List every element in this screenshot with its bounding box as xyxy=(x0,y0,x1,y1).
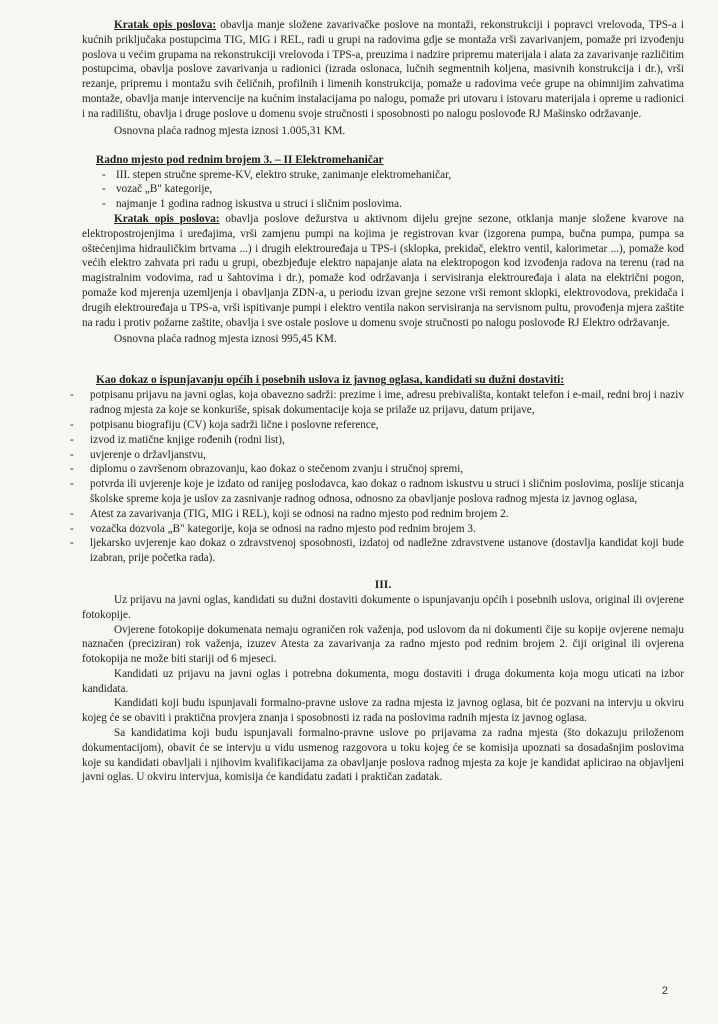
document-body xyxy=(70,18,685,785)
section3-paragraph: Kandidati koji budu ispunjavali formalno-pravne uslove za radna mjesta iz javnog oglasa, bit će pozvani na intervju u okviru kojeg će se obaviti i praktična provjera znanja i sposobnosti iz rada na poslovima radnih mjesta iz javnog oglasa. xyxy=(82,697,684,725)
list-item: - diplomu o završenom obrazovanju, kao dokaz o stečenom zvanju i stručnoj spremi, xyxy=(70,463,464,476)
job2-description-text: obavlja manje složene zavarivačke poslove na montaži, rekonstrukciji i popravci vrelovoda, TPS-a i kućnih priključaka postupcima TIG, MIG i REL, radi u grupi na radovima gdje se montaža vrši zavarivanjem, pomaže pri izvođenju poslova u većim grupama na rekonstrukciji vrelovoda i TPS-a, preuzima i nadzire pripremu materijala i alata za zavarivanje različitim postupcima, obavlja poslove zavarivanja u radionici (izrada oslonaca, lučnih segmentnih koljena, masivnih konstrukcija i dr.), vrši rezanje, pripremu i montažu svih čeličnih, profilnih i limenih konstrukcija, pomaže u radovima veće grupe na obimnijim zahvatima montaže, obavlja manje intervencije na kućnim instalacijama po nalogu, pomaže pri utovaru i istovaru materijala i opreme u radionici i na radilištu, obavlja i druge poslove u domenu svoje stručnosti i sposobnosti po nalogu poslovođe RJ Mašinsko održavanje. xyxy=(82,19,684,120)
list-item: - Atest za zavarivanja (TIG, MIG i REL), koji se odnosi na radno mjesto pod rednim brojem 2. xyxy=(70,507,509,520)
job3-description-text: obavlja poslove dežurstva u aktivnom dijelu grejne sezone, otklanja manje složene kvarove na elektropostrojenjima i uređajima, vrši zamjenu pumpi na kojima je registrovan kvar (izgorena pumpa, bučna pumpa, pumpa sa oštećenjima hidrauličkim brtvama ...) i drugih elektrouređaja u TPS-i (sklopka, prekidač, elektro ventil, kalorimetar ...), pomaže kod većih elektro zahvata pri radu u grupi, obezbjeđuje elektro napajanje alata na elektropogon kod izvođenja radova na terenu (rad na magistralnim vodovima, rad u šahtovima i dr.), pomaže kod održavanja i servisiranja elektrouređaja i alata na električni pogon, pomaže kod mjerenja uzemljenja i obavljanja ZDN-a, u periodu izvan grejne sezone vrši remont sklopki, elektrovodova, prekidača i drugih elektrouređaja u TPS-a, vrši ispitivanje pumpi i elektro ventila nakon servisiranja na servisnom pultu, provođenja mjera zaštite na radu i protiv požarne zaštite, obavlja i sve ostale poslove u domenu svoje stručnosti po nalogu poslovođe RJ Elektro održavanje. xyxy=(82,212,685,329)
section-number: III. xyxy=(374,577,392,591)
job3-description xyxy=(82,212,684,330)
evidence-list xyxy=(70,388,684,566)
job2-salary: Osnovna plaća radnog mjesta iznosi 1.005,31 KM. xyxy=(114,124,346,137)
list-item: - potpisanu biografiju (CV) koja sadrži lične i poslovne reference, xyxy=(70,418,379,431)
section3-paragraph: Ovjerene fotokopije dokumenata nemaju ograničen rok važenja, pod uslovom da ni dokumenti čije su kopije ovjerene nemaju naznačen (preciziran) rok važenja, izuzev Atesta za zavarivanja za radno mjesto pod rednim brojem 2. čiji original ili ovjerena fotokopija ne može biti stariji od 6 mjeseci. xyxy=(82,623,684,666)
job3-description-label: Kratak opis poslova: xyxy=(114,212,220,225)
list-item: - ljekarsko uvjerenje kao dokaz o zdravstvenoj sposobnosti, izdatoj od nadležne zdravstvene ustanove (dostavlja kandidat koji bude izabran, prije početka rada). xyxy=(70,537,684,565)
section3-paragraph: Kandidati uz prijavu na javni oglas i potrebna dokumenta, mogu dostaviti i druga dokumenta koja mogu uticati na izbor kandidata. xyxy=(82,667,684,695)
evidence-heading: Kao dokaz o ispunjavanju općih i posebnih uslova iz javnog oglasa, kandidati su dužni dostaviti: xyxy=(96,374,565,387)
list-item: - vozač „B" kategorije, xyxy=(102,183,213,196)
section3-paragraph: Uz prijavu na javni oglas, kandidati su dužni dostaviti dokumente o ispunjavanju općih i posebnih uslova, original ili ovjerene fotokopije. xyxy=(82,593,684,621)
job2-description-label: Kratak opis poslova: xyxy=(114,19,217,31)
job3-requirements xyxy=(102,168,684,212)
job3-heading: Radno mjesto pod rednim brojem 3. – II Elektromehaničar xyxy=(96,153,384,166)
list-item: - uvjerenje o državljanstvu, xyxy=(70,448,206,461)
list-item: - najmanje 1 godina radnog iskustva u struci i sličnim poslovima. xyxy=(102,198,402,211)
list-item: - vozačka dozvola „B" kategorije, koja se odnosi na radno mjesto pod rednim brojem 3. xyxy=(70,522,476,535)
job3-salary: Osnovna plaća radnog mjesta iznosi 995,45 KM. xyxy=(114,333,337,346)
list-item: - potvrda ili uvjerenje koje je izdato od ranijeg poslodavca, kao dokaz o radnom iskustvu u struci i sličnim poslovima, poslije sticanja školske spreme koja je uslov za zasnivanje radnog odnosa, odnosno za obavljanje poslova radnog mjesta iz javnog oglasa, xyxy=(70,478,684,505)
section3-paragraph: Sa kandidatima koji budu ispunjavali formalno-pravne uslove po prijavama za radna mjesta (što dokazuju priloženom dokumentacijom), obavit će se intervju u vidu usmenog razgovora u toku kojeg će se komisija upoznati sa dosadašnjim poslovima koje su kandidati obavljali i njihovim kvalifikacijama za obavljanje poslova radnog mjesta za koje je kandidat aplicirao na objavljeni javni oglas. U okviru intervjua, komisija će kandidatu zadati i praktičan zadatak. xyxy=(82,727,684,784)
list-item: - potpisanu prijavu na javni oglas, koja obavezno sadrži: prezime i ime, adresu prebivališta, kontakt telefon i e-mail, redni broj i naziv radnog mjesta za koje se konkuriše, spisak dokumentacije koja se prilaže uz prijavu, datum prijave, xyxy=(70,389,684,417)
page-number: 2 xyxy=(661,985,668,997)
list-item: - izvod iz matične knjige rođenih (rodni list), xyxy=(70,433,285,446)
list-item: - III. stepen stručne spreme-KV, elektro struke, zanimanje elektromehaničar, xyxy=(102,168,452,181)
job2-description xyxy=(82,18,684,122)
